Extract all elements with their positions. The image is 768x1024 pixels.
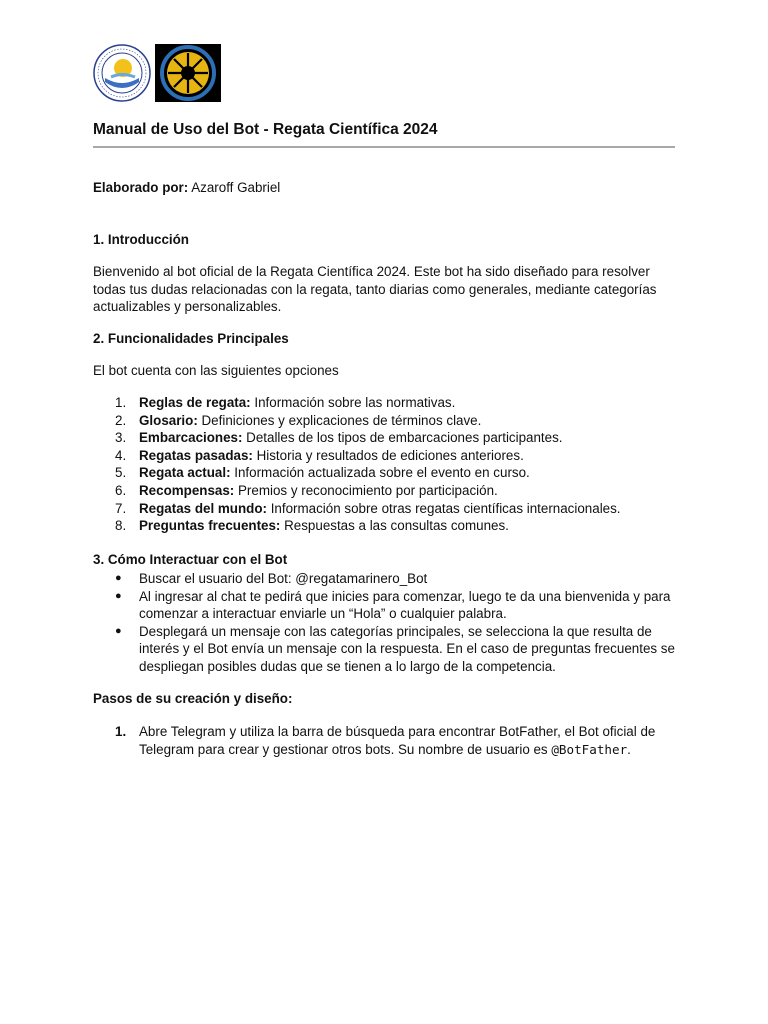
section-heading-features: 2. Funcionalidades Principales <box>93 331 289 346</box>
intro-paragraph: Bienvenido al bot oficial de la Regata Científica 2024. Este bot ha sido diseñado para resolver todas tus dudas relacionadas con la regata, tanto diarias como generales, mediante categorías actualizables y personalizables. <box>93 264 657 315</box>
list-item: 7. Regatas del mundo: Información sobre otras regatas científicas internacionales. <box>115 500 621 516</box>
list-item: 5. Regata actual: Información actualizada sobre el evento en curso. <box>115 465 530 481</box>
university-seal-logo <box>93 44 151 102</box>
section-heading-creation: Pasos de su creación y diseño: <box>93 691 293 706</box>
section-heading-intro: 1. Introducción <box>93 232 189 247</box>
section-heading-interact: 3. Cómo Interactuar con el Bot <box>93 552 288 567</box>
bullet-icon: ● <box>115 589 122 602</box>
botfather-username: @BotFather <box>551 741 628 757</box>
list-item: 1. Abre Telegram y utiliza la barra de búsqueda para encontrar BotFather, el Bot oficial de Telegram para crear y gestionar otros bots. Su nombre de usuario es @BotFather. <box>115 724 656 757</box>
list-item: 4. Regatas pasadas: Historia y resultados de ediciones anteriores. <box>115 447 524 463</box>
list-item: ● Buscar el usuario del Bot: @regatamarinero_Bot <box>115 571 428 586</box>
title-divider <box>93 146 675 148</box>
list-item: 2. Glosario: Definiciones y explicaciones de términos clave. <box>115 412 482 428</box>
author-name: Azaroff Gabriel <box>188 180 281 195</box>
creation-list <box>93 723 683 758</box>
features-list <box>93 394 621 535</box>
list-item: ● Desplegará un mensaje con las categorías principales, se selecciona la que resulta de interés y el Bot envía un mensaje con la respuesta. En el caso de preguntas frecuentes se despliegan posibles dudas que se tienen a lo largo de la competencia. <box>115 623 675 674</box>
list-item: 1. Reglas de regata: Información sobre las normativas. <box>115 395 456 410</box>
list-item: 6. Recompensas: Premios y reconocimiento por participación. <box>115 482 498 498</box>
document-title: Manual de Uso del Bot - Regata Científica 2024 <box>93 121 438 138</box>
bullet-icon: ● <box>115 572 122 584</box>
interact-list <box>93 570 683 676</box>
list-item: 3. Embarcaciones: Detalles de los tipos de embarcaciones participantes. <box>115 430 563 446</box>
author-line <box>93 179 280 197</box>
bullet-icon: ● <box>115 624 122 637</box>
list-item: 8. Preguntas frecuentes: Respuestas a las consultas comunes. <box>115 518 509 534</box>
list-item: ● Al ingresar al chat te pedirá que inicies para comenzar, luego te da una bienvenida y para comenzar a interactuar enviarle un “Hola” o cualquier palabra. <box>115 588 671 622</box>
features-lead: El bot cuenta con las siguientes opciones <box>93 363 339 378</box>
author-label: Elaborado por: <box>93 180 189 195</box>
regata-sun-logo <box>155 44 221 102</box>
